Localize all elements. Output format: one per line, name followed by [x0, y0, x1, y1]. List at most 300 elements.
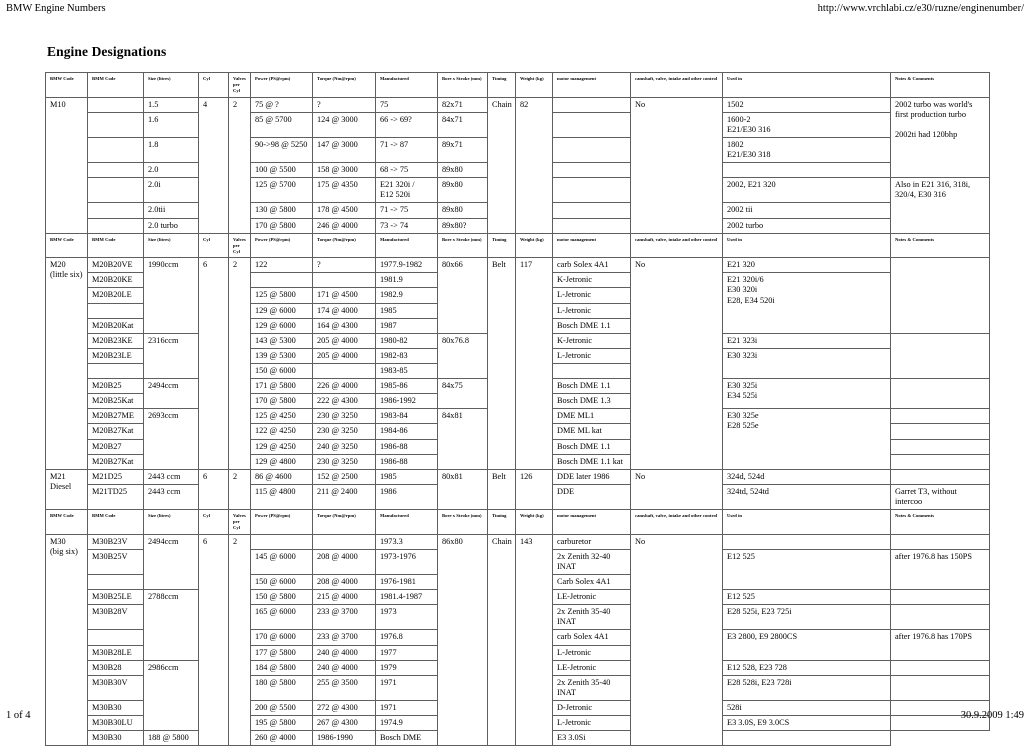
power-cell: 129 @ 6000	[251, 318, 313, 333]
motor-management-cell: Carb Solex 4A1	[553, 574, 631, 589]
manufactured-cell: 1971	[376, 675, 438, 700]
column-header: Notes & Comments	[891, 233, 990, 258]
table-header-row	[46, 233, 990, 258]
motor-management-cell: K-Jetronic	[553, 273, 631, 288]
motor-management-cell: Bosch DME 1.1	[553, 318, 631, 333]
power-cell: 139 @ 5300	[251, 348, 313, 363]
used-in-cell: 2002 turbo	[723, 218, 891, 233]
manufactured-cell: 1980-82	[376, 333, 438, 348]
column-header: Torque (Nm@rpm)	[313, 233, 376, 258]
bmm-code-cell	[88, 137, 144, 162]
engine-designations-table	[45, 72, 990, 746]
manufactured-cell: 1986-88	[376, 454, 438, 469]
table-row	[46, 534, 990, 549]
manufactured-cell: 73 -> 74	[376, 218, 438, 233]
bmm-code-cell: M20B27	[88, 439, 144, 454]
motor-management-cell: DME ML1	[553, 409, 631, 424]
torque-cell	[313, 273, 376, 288]
bmm-code-cell: M30B25LE	[88, 590, 144, 605]
manufactured-cell: 66 -> 69?	[376, 112, 438, 137]
manufactured-cell: 1985	[376, 303, 438, 318]
bmm-code-cell: M20B27Kat	[88, 454, 144, 469]
notes-cell	[891, 660, 990, 675]
manufactured-cell: 1986-1992	[376, 394, 438, 409]
torque-cell: 267 @ 4300	[313, 716, 376, 731]
power-cell: 86 @ 4600	[251, 469, 313, 484]
camshaft-control-cell: No	[631, 97, 723, 233]
timing-cell: Chain	[488, 97, 516, 233]
print-timestamp: 30.9.2009 1:49	[960, 710, 1024, 721]
column-header: Power (PS@rpm)	[251, 233, 313, 258]
column-header: Bore x Stroke (mm)	[438, 233, 488, 258]
bmm-code-cell: M21D25	[88, 469, 144, 484]
power-cell	[251, 534, 313, 549]
bore-stroke-cell: 84x81	[438, 409, 488, 469]
bmm-code-cell: M30B30	[88, 700, 144, 715]
motor-management-cell	[553, 137, 631, 162]
torque-cell: 230 @ 3250	[313, 454, 376, 469]
engine-family-cell: M20 (little six)	[46, 258, 88, 470]
table-row	[46, 469, 990, 484]
torque-cell: 246 @ 4000	[313, 218, 376, 233]
engine-family-cell: M30 (big six)	[46, 534, 88, 746]
motor-management-cell: L-Jetronic	[553, 348, 631, 363]
motor-management-cell	[553, 97, 631, 112]
column-header: Valves per Cyl	[229, 73, 251, 98]
size-cell: 2494ccm	[144, 534, 199, 589]
bmm-code-cell: M20B25Kat	[88, 394, 144, 409]
power-cell: 125 @ 5800	[251, 288, 313, 303]
torque-cell	[313, 363, 376, 378]
power-cell: 145 @ 6000	[251, 549, 313, 574]
timing-cell: Belt	[488, 258, 516, 470]
power-cell: 150 @ 6000	[251, 574, 313, 589]
column-header: Torque (Nm@rpm)	[313, 510, 376, 535]
column-header: Notes & Comments	[891, 73, 990, 98]
size-cell: 2.0i	[144, 178, 199, 203]
manufactured-cell: 71 -> 87	[376, 137, 438, 162]
torque-cell: 215 @ 4000	[313, 590, 376, 605]
power-cell: 143 @ 5300	[251, 333, 313, 348]
cyl-cell: 6	[199, 469, 229, 509]
torque-cell: ?	[313, 258, 376, 273]
motor-management-cell: Bosch DME	[376, 731, 438, 746]
motor-management-cell: L-Jetronic	[553, 716, 631, 731]
bmm-code-cell: M30B23V	[88, 534, 144, 549]
power-cell: 150 @ 6000	[251, 363, 313, 378]
column-header: Weight (kg)	[516, 510, 553, 535]
page-indicator: 1 of 4	[6, 710, 31, 721]
column-header: Timing	[488, 510, 516, 535]
table-header-row	[46, 73, 990, 98]
column-header: motor management	[553, 233, 631, 258]
manufactured-cell: 75	[376, 97, 438, 112]
notes-cell	[891, 424, 990, 439]
motor-management-cell: L-Jetronic	[553, 288, 631, 303]
notes-cell	[891, 534, 990, 549]
column-header: Torque (Nm@rpm)	[313, 73, 376, 98]
camshaft-control-cell: No	[631, 469, 723, 509]
manufactured-cell: 1986	[376, 484, 438, 509]
bmm-code-cell: M20B25	[88, 379, 144, 394]
column-header: camshaft, valve, intake and other control	[631, 73, 723, 98]
used-in-cell: E3 2800, E9 2800CS	[723, 630, 891, 660]
notes-cell	[891, 469, 990, 484]
notes-cell	[891, 454, 990, 469]
used-in-cell: E3 3.0S, E9 3.0CS	[723, 716, 891, 731]
size-cell: 2443 ccm	[144, 469, 199, 484]
page-body	[45, 44, 989, 746]
used-in-cell: E30 325i E34 525i	[723, 379, 891, 409]
power-cell: 122 @ 4250	[251, 424, 313, 439]
manufactured-cell: 1986-1990	[313, 731, 376, 746]
manufactured-cell: 1976.8	[376, 630, 438, 645]
bmm-code-cell	[88, 218, 144, 233]
torque-cell: 240 @ 4000	[313, 645, 376, 660]
torque-cell: 230 @ 3250	[313, 424, 376, 439]
manufactured-cell: 1983-85	[376, 363, 438, 378]
motor-management-cell: DDE	[553, 484, 631, 509]
power-cell: 125 @ 5700	[251, 178, 313, 203]
bmm-code-cell: M20B27ME	[88, 409, 144, 424]
used-in-cell: E12 525	[723, 590, 891, 605]
camshaft-control-cell: No	[631, 534, 723, 746]
motor-management-cell: DME ML kat	[553, 424, 631, 439]
column-header: motor management	[553, 73, 631, 98]
column-header: Notes & Comments	[891, 510, 990, 535]
size-cell: 1.8	[144, 137, 199, 162]
torque-cell: 230 @ 3250	[313, 409, 376, 424]
power-cell: 180 @ 5800	[251, 675, 313, 700]
bmm-code-cell: M20B20LE	[88, 288, 144, 303]
size-cell: 2986ccm	[144, 660, 199, 731]
power-cell: 115 @ 4800	[251, 484, 313, 509]
power-cell: 171 @ 5800	[251, 379, 313, 394]
torque-cell: 233 @ 3700	[313, 605, 376, 630]
print-header	[0, 3, 1030, 17]
motor-management-cell	[553, 218, 631, 233]
used-in-cell: E21 323i	[723, 333, 891, 348]
torque-cell: 222 @ 4300	[313, 394, 376, 409]
notes-cell	[723, 731, 891, 746]
manufactured-cell: 1985-86	[376, 379, 438, 394]
bmm-code-cell: M30B30V	[88, 675, 144, 700]
column-header: Weight (kg)	[516, 233, 553, 258]
power-cell	[251, 273, 313, 288]
column-header: Cyl	[199, 73, 229, 98]
motor-management-cell: carburetor	[553, 534, 631, 549]
notes-cell	[891, 409, 990, 424]
motor-management-cell: LE-Jetronic	[553, 660, 631, 675]
size-cell: 2788ccm	[144, 590, 199, 661]
manufactured-cell: 71 -> 75	[376, 203, 438, 218]
valves-cell: 2	[229, 469, 251, 509]
manufactured-cell: E21 320i / E12 520i	[376, 178, 438, 203]
torque-cell: 240 @ 4000	[313, 660, 376, 675]
bore-stroke-cell: 84x71	[438, 112, 488, 137]
bmm-code-cell	[88, 630, 144, 645]
used-in-cell: 528i	[723, 700, 891, 715]
manufactured-cell: 1974.9	[376, 716, 438, 731]
torque-cell: 272 @ 4300	[313, 700, 376, 715]
bmm-code-cell	[88, 178, 144, 203]
notes-cell	[891, 333, 990, 378]
bore-stroke-cell: 80x81	[438, 469, 488, 509]
weight-cell: 82	[516, 97, 553, 233]
bmm-code-cell: M20B23KE	[88, 333, 144, 348]
manufactured-cell: 1971	[376, 700, 438, 715]
manufactured-cell: 1977	[376, 645, 438, 660]
manufactured-cell: 1973.3	[376, 534, 438, 549]
bore-stroke-cell: 80x66	[438, 258, 488, 334]
manufactured-cell: 1976-1981	[376, 574, 438, 589]
used-in-cell: 2002, E21 320	[723, 178, 891, 203]
timing-cell: Chain	[488, 534, 516, 746]
motor-management-cell: D-Jetronic	[553, 700, 631, 715]
weight-cell: 117	[516, 258, 553, 470]
torque-cell: 171 @ 4500	[313, 288, 376, 303]
motor-management-cell: carb Solex 4A1	[553, 630, 631, 645]
bore-stroke-cell: 89x80?	[438, 218, 488, 233]
column-header: BMM Code	[88, 510, 144, 535]
notes-cell: after 1976.8 has 170PS	[891, 630, 990, 660]
weight-cell: 126	[516, 469, 553, 509]
power-cell: 129 @ 6000	[251, 303, 313, 318]
power-cell: 150 @ 5800	[251, 590, 313, 605]
torque-cell: 205 @ 4000	[313, 348, 376, 363]
used-in-cell: E12 528, E23 728	[723, 660, 891, 675]
bore-stroke-cell: 89x80	[438, 178, 488, 203]
motor-management-cell: LE-Jetronic	[553, 590, 631, 605]
column-header: motor management	[553, 510, 631, 535]
power-cell: 129 @ 4250	[251, 439, 313, 454]
table-row	[46, 258, 990, 273]
bmm-code-cell: M20B27Kat	[88, 424, 144, 439]
torque-cell: ?	[313, 97, 376, 112]
torque-cell: 240 @ 3250	[313, 439, 376, 454]
torque-cell: 158 @ 3000	[313, 163, 376, 178]
bmm-code-cell: M30B28	[88, 660, 144, 675]
used-in-cell: E21 320i/6 E30 320i E28, E34 520i	[723, 273, 891, 333]
motor-management-cell: L-Jetronic	[553, 645, 631, 660]
column-header: Size (litres)	[144, 510, 199, 535]
manufactured-cell: 1981.9	[376, 273, 438, 288]
used-in-cell: 324d, 524d	[723, 469, 891, 484]
power-cell: 200 @ 5500	[251, 700, 313, 715]
column-header: Cyl	[199, 510, 229, 535]
bmm-code-cell	[88, 303, 144, 318]
bmm-code-cell: M20B23LE	[88, 348, 144, 363]
column-header: BMM Code	[88, 233, 144, 258]
column-header: Timing	[488, 73, 516, 98]
bore-stroke-cell: 80x76.8	[438, 333, 488, 378]
motor-management-cell: 2x Zenith 32-40 INAT	[553, 549, 631, 574]
power-cell: 100 @ 5500	[251, 163, 313, 178]
manufactured-cell: 1987	[376, 318, 438, 333]
column-header: BMW Code	[46, 233, 88, 258]
size-cell: 2.0	[144, 163, 199, 178]
motor-management-cell	[553, 203, 631, 218]
torque-cell: 211 @ 2400	[313, 484, 376, 509]
column-header: BMW Code	[46, 510, 88, 535]
bore-stroke-cell: 89x80	[438, 203, 488, 218]
column-header: Valves per Cyl	[229, 233, 251, 258]
motor-management-cell: Bosch DME 1.3	[553, 394, 631, 409]
bmm-code-cell: M30B25V	[88, 549, 144, 574]
power-cell: 85 @ 5700	[251, 112, 313, 137]
torque-cell: 164 @ 4300	[313, 318, 376, 333]
column-header: Bore x Stroke (mm)	[438, 73, 488, 98]
used-in-cell: 1802 E21/E30 318	[723, 137, 891, 162]
size-cell: 2494ccm	[144, 379, 199, 409]
size-cell: 1990ccm	[144, 258, 199, 334]
torque-cell	[313, 534, 376, 549]
motor-management-cell: 2x Zenith 35-40 INAT	[553, 605, 631, 630]
size-cell: 2316ccm	[144, 333, 199, 378]
notes-cell	[891, 258, 990, 334]
motor-management-cell: Bosch DME 1.1	[553, 439, 631, 454]
used-in-cell: 2002 tii	[723, 203, 891, 218]
motor-management-cell: carb Solex 4A1	[553, 258, 631, 273]
power-cell: 122	[251, 258, 313, 273]
bore-stroke-cell: 89x71	[438, 137, 488, 162]
torque-cell: 152 @ 2500	[313, 469, 376, 484]
used-in-cell	[723, 534, 891, 549]
power-cell: 170 @ 6000	[251, 630, 313, 645]
notes-cell	[891, 439, 990, 454]
cyl-cell: 6	[199, 258, 229, 470]
manufactured-cell: 1973	[376, 605, 438, 630]
bmm-code-cell	[88, 112, 144, 137]
notes-cell: Garret T3, without intercoo	[891, 484, 990, 509]
column-header: camshaft, valve, intake and other control	[631, 233, 723, 258]
torque-cell: 260 @ 4000	[251, 731, 313, 746]
column-header: Manufactured	[376, 233, 438, 258]
column-header: Power (PS@rpm)	[251, 73, 313, 98]
bore-stroke-cell: 84x75	[438, 379, 488, 409]
manufactured-cell: 68 -> 75	[376, 163, 438, 178]
used-in-cell: 324td, 524td	[723, 484, 891, 509]
column-header: camshaft, valve, intake and other control	[631, 510, 723, 535]
source-url: http://www.vrchlabi.cz/e30/ruzne/enginenumber/	[817, 3, 1024, 14]
power-cell: 90->98 @ 5250	[251, 137, 313, 162]
notes-cell	[891, 590, 990, 605]
column-header: Timing	[488, 233, 516, 258]
camshaft-control-cell: No	[631, 258, 723, 470]
column-header: Power (PS@rpm)	[251, 510, 313, 535]
size-cell: 2443 ccm	[144, 484, 199, 509]
used-in-cell: E30 325e E28 525e	[723, 409, 891, 469]
torque-cell: 255 @ 3500	[313, 675, 376, 700]
manufactured-cell: 1973-1976	[376, 549, 438, 574]
motor-management-cell: L-Jetronic	[553, 303, 631, 318]
notes-cell: Also in E21 316, 318i, 320/4, E30 316	[891, 178, 990, 233]
used-in-cell: E12 525	[723, 549, 891, 589]
torque-cell: 147 @ 3000	[313, 137, 376, 162]
torque-cell: 175 @ 4350	[313, 178, 376, 203]
timing-cell: Belt	[488, 469, 516, 509]
power-cell: 165 @ 6000	[251, 605, 313, 630]
used-in-cell: E28 528i, E23 728i	[723, 675, 891, 700]
bmm-code-cell: M30B28LE	[88, 645, 144, 660]
used-in-cell: 1600-2 E21/E30 316	[723, 112, 891, 137]
notes-cell	[891, 379, 990, 409]
bmm-code-cell: M21TD25	[88, 484, 144, 509]
manufactured-cell: 1982.9	[376, 288, 438, 303]
column-header: Used in	[723, 510, 891, 535]
power-cell: 75 @ ?	[251, 97, 313, 112]
notes-cell: 2002 turbo was world's first production turbo 2002ti had 120bhp	[891, 97, 990, 178]
column-header: Cyl	[199, 233, 229, 258]
valves-cell: 2	[229, 97, 251, 233]
engine-family-cell: M21 Diesel	[46, 469, 88, 509]
torque-cell: 208 @ 4000	[313, 574, 376, 589]
power-cell: 170 @ 5800	[251, 394, 313, 409]
motor-management-cell: Bosch DME 1.1	[553, 379, 631, 394]
torque-cell: 178 @ 4500	[313, 203, 376, 218]
manufactured-cell: 1984-86	[376, 424, 438, 439]
notes-cell: after 1976.8 has 150PS	[891, 549, 990, 589]
page-title: Engine Designations	[47, 44, 167, 59]
power-cell: 195 @ 5800	[251, 716, 313, 731]
used-in-cell: E3 3.0Si	[553, 731, 631, 746]
bmm-code-cell	[88, 363, 144, 378]
torque-cell: 233 @ 3700	[313, 630, 376, 645]
column-header: Size (litres)	[144, 73, 199, 98]
table-header-row	[46, 510, 990, 535]
bmm-code-cell: M20B20KE	[88, 273, 144, 288]
motor-management-cell: DDE later 1986	[553, 469, 631, 484]
bore-stroke-cell: 89x80	[438, 163, 488, 178]
torque-cell: 174 @ 4000	[313, 303, 376, 318]
column-header: BMW Code	[46, 73, 88, 98]
size-cell: 2693ccm	[144, 409, 199, 469]
bore-stroke-cell: 86x80	[438, 534, 488, 746]
bore-stroke-cell: 82x71	[438, 97, 488, 112]
motor-management-cell	[553, 163, 631, 178]
column-header: BMM Code	[88, 73, 144, 98]
power-cell: 177 @ 5800	[251, 645, 313, 660]
column-header: Valves per Cyl	[229, 510, 251, 535]
engine-family-cell: M10	[46, 97, 88, 233]
motor-management-cell: K-Jetronic	[553, 333, 631, 348]
size-cell: 1.6	[144, 112, 199, 137]
motor-management-cell	[553, 363, 631, 378]
torque-cell: 226 @ 4000	[313, 379, 376, 394]
column-header: Bore x Stroke (mm)	[438, 510, 488, 535]
valves-cell: 2	[229, 258, 251, 470]
used-in-cell: 1502	[723, 97, 891, 112]
engine-table-body	[46, 73, 990, 746]
torque-cell: 208 @ 4000	[313, 549, 376, 574]
torque-cell: 124 @ 3000	[313, 112, 376, 137]
bmm-code-cell: M30B28V	[88, 605, 144, 630]
power-cell: 170 @ 5800	[251, 218, 313, 233]
bmm-code-cell	[88, 203, 144, 218]
size-cell: 2.0tii	[144, 203, 199, 218]
manufactured-cell: 1986-88	[376, 439, 438, 454]
column-header: Used in	[723, 233, 891, 258]
motor-management-cell: 2x Zenith 35-40 INAT	[553, 675, 631, 700]
manufactured-cell: 1982-83	[376, 348, 438, 363]
torque-cell: 205 @ 4000	[313, 333, 376, 348]
manufactured-cell: 1979	[376, 660, 438, 675]
power-cell: 129 @ 4800	[251, 454, 313, 469]
cyl-cell: 4	[199, 97, 229, 233]
valves-cell: 2	[229, 534, 251, 746]
power-cell: 125 @ 4250	[251, 409, 313, 424]
column-header: Weight (kg)	[516, 73, 553, 98]
